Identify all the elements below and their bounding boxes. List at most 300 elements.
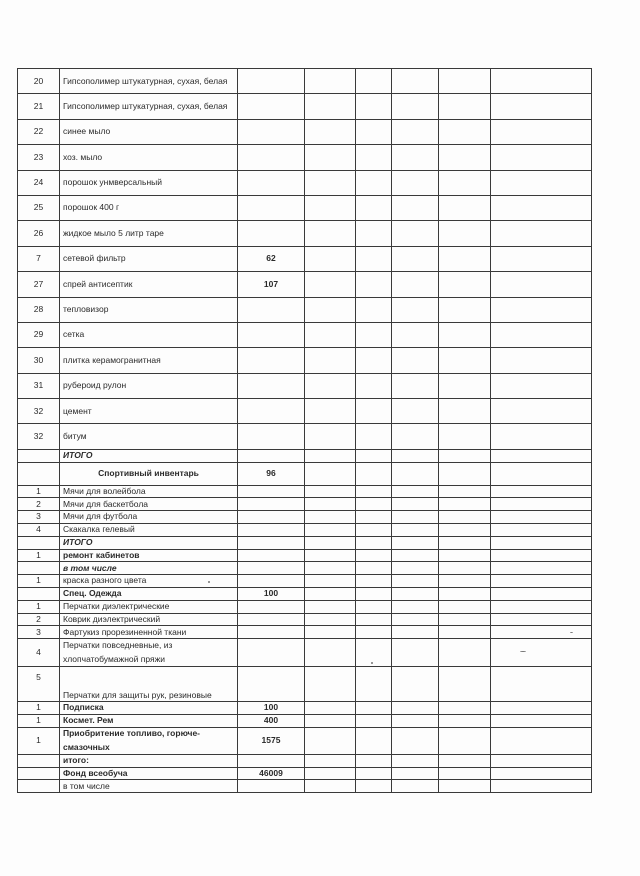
empty-cell [491, 702, 592, 715]
empty-cell [305, 170, 356, 195]
item-name: Скакалка гелевый [60, 524, 238, 537]
table-row [18, 449, 592, 462]
section-fuel-label [60, 727, 238, 754]
table-row [18, 767, 592, 780]
empty-cell [439, 626, 491, 639]
empty-cell [439, 119, 491, 144]
table-row [18, 485, 592, 498]
empty-cell [305, 562, 356, 575]
item-name: Перчатки диэлектрические [60, 600, 238, 613]
empty-cell [439, 485, 491, 498]
empty-cell [305, 399, 356, 424]
empty-cell [439, 195, 491, 220]
empty-cell [392, 424, 439, 449]
table-row [18, 549, 592, 562]
empty-cell [18, 536, 60, 549]
empty-cell [439, 588, 491, 601]
empty-cell [356, 549, 392, 562]
empty-cell [439, 399, 491, 424]
row-number: 4 [18, 524, 60, 537]
empty-cell [356, 348, 392, 373]
empty-cell [392, 297, 439, 322]
table-row [18, 600, 592, 613]
empty-cell [491, 145, 592, 170]
label-line: Приобритение топливо, горюче- [63, 728, 200, 739]
empty-cell [392, 348, 439, 373]
empty-cell [392, 667, 439, 702]
empty-cell [439, 613, 491, 626]
empty-cell [356, 767, 392, 780]
row-number: 1 [18, 575, 60, 588]
table-row [18, 727, 592, 754]
empty-cell [439, 94, 491, 119]
row-number: 1 [18, 600, 60, 613]
empty-cell [356, 780, 392, 793]
empty-cell [356, 588, 392, 601]
empty-cell [491, 221, 592, 246]
empty-cell [491, 549, 592, 562]
table-row [18, 373, 592, 398]
item-value [238, 373, 305, 398]
section-fuel-value: 1575 [238, 727, 305, 754]
empty-cell [356, 702, 392, 715]
empty-cell [305, 462, 356, 485]
empty-cell [392, 780, 439, 793]
empty-cell [439, 449, 491, 462]
item-name: Фартукиз прорезиненной ткани [60, 626, 238, 639]
empty-cell [18, 588, 60, 601]
table-row [18, 297, 592, 322]
scan-speck [520, 651, 526, 652]
empty-cell [356, 322, 392, 347]
empty-cell [18, 562, 60, 575]
row-number: 22 [18, 119, 60, 144]
empty-cell [356, 727, 392, 754]
empty-cell [491, 600, 592, 613]
empty-cell [356, 498, 392, 511]
empty-cell [305, 297, 356, 322]
row-number: 3 [18, 626, 60, 639]
empty-cell [439, 498, 491, 511]
item-value [238, 297, 305, 322]
section-cosmetic-label: Космет. Рем [60, 715, 238, 728]
empty-cell [491, 119, 592, 144]
empty-cell [439, 524, 491, 537]
empty-cell [356, 399, 392, 424]
empty-cell [392, 715, 439, 728]
empty-cell [305, 119, 356, 144]
in-that-label: в том числе [60, 562, 238, 575]
empty-cell [305, 449, 356, 462]
empty-cell [18, 767, 60, 780]
empty-cell [305, 549, 356, 562]
item-name: сетка [60, 322, 238, 347]
item-name: спрей антисептик [60, 272, 238, 297]
empty-cell [491, 575, 592, 588]
empty-cell [491, 195, 592, 220]
item-name: порошок унмверсальный [60, 170, 238, 195]
item-value [238, 399, 305, 424]
item-name: плитка керамогранитная [60, 348, 238, 373]
row-number: 3 [18, 511, 60, 524]
section-cosmetic-value: 400 [238, 715, 305, 728]
empty-cell [439, 348, 491, 373]
empty-cell [356, 511, 392, 524]
empty-cell [491, 462, 592, 485]
item-value [238, 94, 305, 119]
empty-cell [491, 639, 592, 667]
table-row [18, 588, 592, 601]
empty-cell [491, 449, 592, 462]
table-row [18, 511, 592, 524]
empty-cell [392, 549, 439, 562]
empty-cell [491, 94, 592, 119]
table-row [18, 667, 592, 702]
row-number: 1 [18, 715, 60, 728]
empty-cell [392, 399, 439, 424]
table-row [18, 272, 592, 297]
empty-cell [356, 373, 392, 398]
empty-cell [305, 715, 356, 728]
empty-cell [305, 613, 356, 626]
empty-cell [238, 639, 305, 667]
empty-cell [439, 462, 491, 485]
row-number: 23 [18, 145, 60, 170]
empty-cell [491, 322, 592, 347]
empty-cell [491, 780, 592, 793]
row-number: 1 [18, 702, 60, 715]
empty-cell [305, 485, 356, 498]
table-row [18, 498, 592, 511]
table-row [18, 562, 592, 575]
empty-cell [356, 639, 392, 667]
empty-cell [356, 715, 392, 728]
table-row [18, 94, 592, 119]
table-row [18, 195, 592, 220]
empty-cell [356, 667, 392, 702]
empty-cell [491, 536, 592, 549]
empty-cell [439, 715, 491, 728]
empty-cell [491, 170, 592, 195]
item-name: Мячи для баскетбола [60, 498, 238, 511]
empty-cell [305, 348, 356, 373]
empty-cell [392, 246, 439, 271]
row-number: 29 [18, 322, 60, 347]
empty-cell [491, 424, 592, 449]
empty-cell [491, 562, 592, 575]
item-value [238, 424, 305, 449]
table-row [18, 462, 592, 485]
empty-cell [439, 272, 491, 297]
empty-cell [392, 94, 439, 119]
empty-cell [392, 221, 439, 246]
empty-cell [305, 536, 356, 549]
scan-speck [570, 632, 573, 633]
itogo-label: итого: [60, 754, 238, 767]
empty-cell [491, 727, 592, 754]
empty-cell [305, 524, 356, 537]
empty-cell [305, 511, 356, 524]
empty-cell [491, 485, 592, 498]
empty-cell [439, 780, 491, 793]
empty-cell [439, 322, 491, 347]
empty-cell [392, 322, 439, 347]
table-row [18, 399, 592, 424]
empty-cell [439, 702, 491, 715]
row-number: 27 [18, 272, 60, 297]
empty-cell [392, 462, 439, 485]
empty-cell [238, 562, 305, 575]
empty-cell [439, 424, 491, 449]
empty-cell [356, 272, 392, 297]
item-name: цемент [60, 399, 238, 424]
table-row [18, 754, 592, 767]
empty-cell [305, 754, 356, 767]
item-name: Перчатки для защиты рук, резиновые [60, 667, 238, 702]
empty-cell [392, 69, 439, 94]
empty-cell [392, 702, 439, 715]
empty-cell [305, 600, 356, 613]
empty-cell [392, 575, 439, 588]
section-sport-value: 96 [238, 462, 305, 485]
row-number: 4 [18, 639, 60, 667]
item-name: краска разного цвета [60, 575, 238, 588]
row-number: 24 [18, 170, 60, 195]
empty-cell [305, 702, 356, 715]
empty-cell [238, 667, 305, 702]
empty-cell [356, 600, 392, 613]
item-name: Мячи для волейбола [60, 485, 238, 498]
empty-cell [439, 639, 491, 667]
empty-cell [392, 754, 439, 767]
table-row [18, 69, 592, 94]
section-sport-label: Спортивный инвентарь [60, 462, 238, 485]
empty-cell [392, 524, 439, 537]
empty-cell [356, 246, 392, 271]
empty-cell [356, 626, 392, 639]
row-number: 1 [18, 485, 60, 498]
empty-cell [356, 462, 392, 485]
empty-cell [18, 780, 60, 793]
empty-cell [491, 373, 592, 398]
empty-cell [491, 246, 592, 271]
empty-cell [439, 373, 491, 398]
empty-cell [238, 511, 305, 524]
row-number: 5 [18, 667, 60, 702]
item-value: 62 [238, 246, 305, 271]
empty-cell [392, 639, 439, 667]
empty-cell [305, 145, 356, 170]
item-name [60, 639, 238, 667]
table-row [18, 780, 592, 793]
empty-cell [491, 524, 592, 537]
empty-cell [392, 536, 439, 549]
item-name: синее мыло [60, 119, 238, 144]
row-number: 25 [18, 195, 60, 220]
empty-cell [392, 588, 439, 601]
empty-cell [491, 498, 592, 511]
empty-cell [238, 754, 305, 767]
empty-cell [392, 449, 439, 462]
empty-cell [392, 145, 439, 170]
empty-cell [305, 667, 356, 702]
empty-cell [439, 600, 491, 613]
empty-cell [305, 322, 356, 347]
item-value [238, 170, 305, 195]
section-fund-value: 46009 [238, 767, 305, 780]
empty-cell [305, 424, 356, 449]
empty-cell [491, 348, 592, 373]
empty-cell [356, 94, 392, 119]
table-row [18, 170, 592, 195]
empty-cell [392, 626, 439, 639]
empty-cell [356, 613, 392, 626]
empty-cell [491, 511, 592, 524]
table-row [18, 536, 592, 549]
empty-cell [491, 667, 592, 702]
empty-cell [392, 511, 439, 524]
empty-cell [356, 562, 392, 575]
table-row [18, 639, 592, 667]
table-body [18, 69, 592, 793]
empty-cell [392, 170, 439, 195]
table-row [18, 348, 592, 373]
section-subscription-label: Подписка [60, 702, 238, 715]
item-name: Мячи для футбола [60, 511, 238, 524]
empty-cell [238, 498, 305, 511]
empty-cell [305, 498, 356, 511]
table-row [18, 424, 592, 449]
empty-cell [305, 94, 356, 119]
empty-cell [305, 373, 356, 398]
item-name: порошок 400 г [60, 195, 238, 220]
empty-cell [392, 272, 439, 297]
row-number: 21 [18, 94, 60, 119]
empty-cell [392, 373, 439, 398]
empty-cell [238, 485, 305, 498]
empty-cell [491, 272, 592, 297]
empty-cell [392, 498, 439, 511]
item-name: Гипсополимер штукатурная, сухая, белая [60, 94, 238, 119]
empty-cell [491, 767, 592, 780]
empty-cell [238, 780, 305, 793]
empty-cell [305, 767, 356, 780]
in-that-label: в том числе [60, 780, 238, 793]
empty-cell [18, 462, 60, 485]
empty-cell [305, 69, 356, 94]
empty-cell [238, 600, 305, 613]
empty-cell [305, 588, 356, 601]
empty-cell [439, 727, 491, 754]
empty-cell [392, 195, 439, 220]
empty-cell [392, 767, 439, 780]
row-number: 1 [18, 727, 60, 754]
table-row [18, 626, 592, 639]
table-row [18, 119, 592, 144]
row-number: 20 [18, 69, 60, 94]
table-row [18, 246, 592, 271]
empty-cell [439, 536, 491, 549]
item-name: тепловизор [60, 297, 238, 322]
item-value [238, 195, 305, 220]
itogo-label: ИТОГО [60, 536, 238, 549]
empty-cell [356, 195, 392, 220]
empty-cell [305, 272, 356, 297]
empty-cell [491, 754, 592, 767]
empty-cell [392, 119, 439, 144]
empty-cell [356, 119, 392, 144]
item-name: сетевой фильтр [60, 246, 238, 271]
empty-cell [18, 449, 60, 462]
table-row [18, 145, 592, 170]
empty-cell [305, 575, 356, 588]
empty-cell [439, 511, 491, 524]
item-name: рубероид рулон [60, 373, 238, 398]
budget-table [17, 68, 592, 793]
empty-cell [439, 667, 491, 702]
empty-cell [305, 626, 356, 639]
empty-cell [439, 562, 491, 575]
empty-cell [238, 626, 305, 639]
row-number: 7 [18, 246, 60, 271]
empty-cell [356, 485, 392, 498]
empty-cell [356, 449, 392, 462]
row-number: 32 [18, 399, 60, 424]
row-number: 26 [18, 221, 60, 246]
row-number: 2 [18, 613, 60, 626]
table-row [18, 524, 592, 537]
empty-cell [392, 562, 439, 575]
empty-cell [356, 424, 392, 449]
empty-cell [439, 221, 491, 246]
empty-cell [238, 536, 305, 549]
empty-cell [305, 195, 356, 220]
section-spec-label: Спец. Одежда [60, 588, 238, 601]
empty-cell [356, 536, 392, 549]
row-number: 31 [18, 373, 60, 398]
empty-cell [305, 221, 356, 246]
empty-cell [356, 754, 392, 767]
empty-cell [491, 297, 592, 322]
empty-cell [356, 221, 392, 246]
item-value: 107 [238, 272, 305, 297]
empty-cell [305, 639, 356, 667]
section-subscription-value: 100 [238, 702, 305, 715]
empty-cell [491, 613, 592, 626]
empty-cell [305, 727, 356, 754]
empty-cell [439, 170, 491, 195]
empty-cell [356, 69, 392, 94]
empty-cell [491, 399, 592, 424]
empty-cell [238, 524, 305, 537]
empty-cell [305, 780, 356, 793]
row-number: 1 [18, 549, 60, 562]
item-name-line: Перчатки повседневные, из [63, 640, 173, 651]
empty-cell [439, 575, 491, 588]
table-row [18, 702, 592, 715]
empty-cell [491, 626, 592, 639]
empty-cell [439, 754, 491, 767]
empty-cell [238, 613, 305, 626]
item-value [238, 69, 305, 94]
empty-cell [491, 715, 592, 728]
scan-speck [208, 581, 210, 583]
table-row [18, 322, 592, 347]
table-row [18, 715, 592, 728]
empty-cell [439, 297, 491, 322]
item-name-line: хлопчатобумажной пряжи [63, 653, 166, 664]
item-value [238, 145, 305, 170]
